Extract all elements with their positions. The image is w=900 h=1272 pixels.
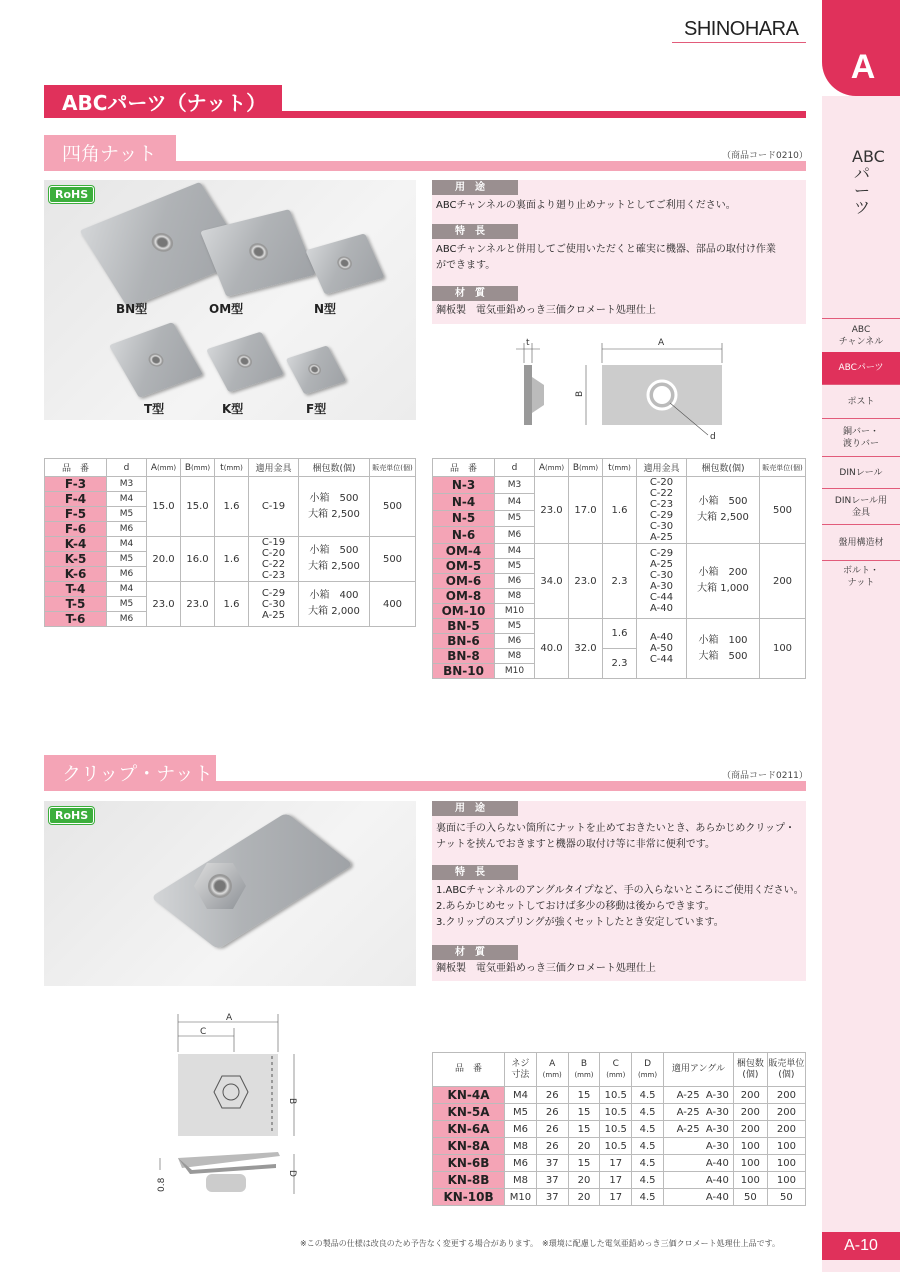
label-bn: BN型 [116,302,148,316]
dim-b: 23.0 [181,582,215,627]
dim-a: 26 [536,1087,568,1104]
fit-angle: A-25 A-30 [663,1087,733,1104]
product-code: （商品コード0210） [722,151,808,161]
table-row [433,477,806,494]
section-title: ABCパーツ（ナット） [62,91,267,115]
part-number: BN-5 [433,619,495,634]
header-d: d [495,459,535,477]
feature-heading: 特長 [432,224,518,239]
header-fit: 適用金具 [637,459,687,477]
header-sell: 販売単位(個) [760,459,806,477]
header-fit: 適用金具 [249,459,299,477]
thread-size: M6 [107,612,147,627]
thread-size: M6 [495,527,535,544]
table-row [433,1189,806,1206]
table-row [433,1104,806,1121]
thread-size: M4 [505,1087,537,1104]
dim-t: 1.6 [215,537,249,582]
footnote: ※この製品の仕様は改良のため予告なく変更する場合があります。 ※環境に配慮した電気亜鉛めっき三価クロメート処理仕上品です。 [300,1239,781,1248]
header-pack: 梱包数 (個) [733,1053,767,1087]
thread-size: M6 [495,634,535,649]
side-nav-item[interactable]: 銅バー・ 渡りバー [822,418,900,456]
sell-unit: 100 [767,1172,805,1189]
dim-b: B [287,1098,297,1105]
side-nav-item[interactable]: ABC チャンネル [822,318,900,352]
header-screw: ネジ 寸法 [505,1053,537,1087]
thread-size: M6 [505,1155,537,1172]
rohs-badge: RoHS [49,186,94,203]
dim-b: 20 [568,1189,600,1206]
thread-size: M4 [107,582,147,597]
header-d: D (mm) [632,1053,664,1087]
pack-qty: 小箱 500 大箱 2,500 [687,477,760,544]
thread-size: M6 [495,574,535,589]
fit-list: A-40 A-50 C-44 [637,619,687,679]
t-nut-image [109,322,203,398]
sell-unit: 200 [767,1104,805,1121]
part-number: N-3 [433,477,495,494]
dim-t: 2.3 [603,544,637,619]
side-nav-item[interactable]: ABCパーツ [822,352,900,384]
material-heading: 材質 [432,286,518,301]
dim-d: 4.5 [632,1155,664,1172]
header-sell: 販売単位 (個) [767,1053,805,1087]
clip-nut-table [432,1052,806,1206]
thread-size: M5 [505,1104,537,1121]
label-f: F型 [306,402,327,416]
side-vertical-title: ABCパーツ [852,147,885,217]
dim-a: 23.0 [535,477,569,544]
dim-a: 34.0 [535,544,569,619]
side-nav-item[interactable]: 盤用構造材 [822,524,900,560]
part-number: BN-6 [433,634,495,649]
dim-b: 20 [568,1138,600,1155]
table-row [433,1172,806,1189]
header-b: B(mm) [569,459,603,477]
label-om: OM型 [209,302,244,316]
part-number: N-4 [433,493,495,510]
header-sell: 販売単位(個) [370,459,416,477]
dim-a: 40.0 [535,619,569,679]
thread-size: M4 [107,492,147,507]
dim-b: 16.0 [181,537,215,582]
side-nav-item[interactable]: ボルト・ ナット [822,560,900,592]
thread-size: M8 [495,649,535,664]
thread-size: M6 [107,567,147,582]
part-number: KN-5A [433,1104,505,1121]
thread-size: M5 [495,559,535,574]
brand-logo: SHINOHARA [684,18,799,40]
part-number: N-5 [433,510,495,527]
brand-underline [672,42,806,43]
product-code: （商品コード0211） [722,771,808,781]
part-number: OM-10 [433,604,495,619]
pack-qty: 小箱 200 大箱 1,000 [687,544,760,619]
table-row [433,1121,806,1138]
dim-a: 15.0 [147,477,181,537]
part-number: KN-4A [433,1087,505,1104]
part-number: KN-8B [433,1172,505,1189]
header-c: C (mm) [600,1053,632,1087]
thread-size: M8 [505,1138,537,1155]
fit-angle: A-25 A-30 [663,1121,733,1138]
fit-angle: A-40 [663,1155,733,1172]
table-row [433,1087,806,1104]
dim-a: A [226,1013,233,1023]
pack-qty: 200 [733,1121,767,1138]
sell-unit: 100 [767,1138,805,1155]
part-number: OM-8 [433,589,495,604]
sell-unit: 200 [767,1087,805,1104]
dim-b: 15.0 [181,477,215,537]
label-t: T型 [144,402,165,416]
page-number: A-10 [822,1232,900,1260]
header-b: B (mm) [568,1053,600,1087]
table-row [45,477,416,492]
pack-qty: 200 [733,1087,767,1104]
part-number: F-6 [45,522,107,537]
thread-size: M10 [495,664,535,679]
product-photo [44,180,416,420]
spec-box [432,180,806,324]
dim-t: 0.8 [157,1177,167,1192]
dim-a: A [658,338,665,348]
header-t: t(mm) [215,459,249,477]
sell-unit: 500 [760,477,806,544]
label-n: N型 [314,302,337,316]
thread-size: M8 [505,1172,537,1189]
dim-a: 37 [536,1189,568,1206]
part-number: K-6 [45,567,107,582]
table-row [433,1138,806,1155]
dim-d: d [710,432,716,442]
table-row [45,582,416,597]
square-nut-table-1 [44,458,416,627]
thread-size: M3 [495,477,535,494]
fit-angle: A-25 A-30 [663,1104,733,1121]
usage-heading: 用途 [432,801,518,816]
dim-a: 37 [536,1172,568,1189]
sell-unit: 400 [370,582,416,627]
thread-size: M10 [495,604,535,619]
dim-b: 23.0 [569,544,603,619]
sell-unit: 200 [767,1121,805,1138]
dim-t: t [526,338,530,348]
dim-d: 4.5 [632,1172,664,1189]
usage-text: 裏面に手の入らない箇所にナットを止めておきたいとき、あらかじめクリップ・ ナットを挟んでおきますと機器の取付け等に非常に便利です。 [436,823,795,850]
fit-angle: A-40 [663,1172,733,1189]
dim-c: 10.5 [600,1121,632,1138]
thread-size: M6 [107,522,147,537]
dim-b: 20 [568,1172,600,1189]
dim-b: 15 [568,1155,600,1172]
table-header-row [433,1053,806,1087]
dim-c: 17 [600,1155,632,1172]
thread-size: M5 [107,597,147,612]
header-part-no: 品 番 [433,459,495,477]
clip-image [151,812,354,949]
material-text: 鋼板製 電気亜鉛めっき三価クロメート処理仕上 [436,963,656,974]
dim-a: 37 [536,1155,568,1172]
dim-a: 26 [536,1138,568,1155]
sell-unit: 100 [767,1155,805,1172]
table-row [433,619,806,634]
thread-size: M4 [107,537,147,552]
rohs-badge: RoHS [49,807,94,824]
pack-qty: 小箱 500 大箱 2,500 [299,477,370,537]
dim-a: 23.0 [147,582,181,627]
square-nut-table-2 [432,458,806,679]
pack-qty: 200 [733,1104,767,1121]
dim-b: 15 [568,1087,600,1104]
part-number: KN-8A [433,1138,505,1155]
square-nut-diagram [510,335,750,445]
sell-unit: 500 [370,477,416,537]
table-row [433,544,806,559]
header-fit: 適用アングル [663,1053,733,1087]
dim-b: 17.0 [569,477,603,544]
dim-d: 4.5 [632,1087,664,1104]
clip-spec-box [432,801,806,981]
dim-c: 10.5 [600,1087,632,1104]
dim-b: B [575,390,585,397]
dim-t: 1.6 [215,582,249,627]
dim-t: 1.6 [215,477,249,537]
thread-size: M10 [505,1189,537,1206]
dim-d: 4.5 [632,1121,664,1138]
thread-size: M5 [495,510,535,527]
dim-a: 20.0 [147,537,181,582]
part-number: KN-6A [433,1121,505,1138]
part-number: KN-6B [433,1155,505,1172]
fit-list: C-29 A-25 C-30 A-30 C-44 A-40 [637,544,687,619]
usage-heading: 用途 [432,180,518,195]
side-strip [822,96,900,1272]
material-heading: 材質 [432,945,518,960]
header-a: A(mm) [147,459,181,477]
pack-qty: 100 [733,1155,767,1172]
dim-d: 4.5 [632,1189,664,1206]
fit-list: C-19 C-20 C-22 C-23 [249,537,299,582]
fit-list: C-19 [249,477,299,537]
dim-a: 26 [536,1121,568,1138]
dim-b: 15 [568,1121,600,1138]
material-text: 鋼板製 電気亜鉛めっき三価クロメート処理仕上 [436,305,656,316]
part-number: N-6 [433,527,495,544]
header-part-no: 品 番 [45,459,107,477]
usage-text: ABCチャンネルの裏面より廻り止めナットとしてご利用ください。 [436,200,736,211]
dim-c: 10.5 [600,1104,632,1121]
pack-qty: 100 [733,1172,767,1189]
part-number: F-4 [45,492,107,507]
dim-b: 15 [568,1104,600,1121]
label-k: K型 [222,402,244,416]
fit-list: C-20 C-22 C-23 C-29 C-30 A-25 [637,477,687,544]
dim-t: 1.6 [603,477,637,544]
sell-unit: 100 [760,619,806,679]
thread-size: M5 [107,552,147,567]
table-row [45,537,416,552]
feature-text: 1.ABCチャンネルのアングルタイプなど、手の入らないところにご使用ください。 2.あらかじめセットしておけば多少の移動は後からできます。 3.クリップのスプリングが強くセットしたとき安定しています。 [436,885,804,928]
part-number: F-5 [45,507,107,522]
dim-d: D [287,1170,297,1177]
header-a: A (mm) [536,1053,568,1087]
dim-t: 1.6 [603,619,637,649]
part-number: K-5 [45,552,107,567]
part-number: T-4 [45,582,107,597]
pack-qty: 100 [733,1138,767,1155]
thread-size: M4 [495,493,535,510]
n-nut-image [305,233,384,294]
part-number: F-3 [45,477,107,492]
fit-angle: A-30 [663,1138,733,1155]
feature-text: ABCチャンネルと併用してご使用いただくと確実に機器、部品の取付け作業 ができます。 [436,244,776,271]
k-nut-image [206,332,284,393]
header-part-no: 品 番 [433,1053,505,1087]
pack-qty: 小箱 100 大箱 500 [687,619,760,679]
subsection-title: クリップ・ナット [62,763,213,785]
dim-t: 2.3 [603,649,637,679]
part-number: T-6 [45,612,107,627]
dim-c: 17 [600,1172,632,1189]
side-letter: A [850,48,876,86]
dim-c: 17 [600,1189,632,1206]
part-number: OM-6 [433,574,495,589]
side-nav-item[interactable]: DINレール [822,456,900,488]
clip-nut-diagram [150,1008,310,1198]
header-t: t(mm) [603,459,637,477]
dim-d: 4.5 [632,1104,664,1121]
header-pack: 梱包数(個) [299,459,370,477]
header-b: B(mm) [181,459,215,477]
pack-qty: 小箱 500 大箱 2,500 [299,537,370,582]
side-nav-item[interactable]: ポスト [822,384,900,418]
part-number: BN-10 [433,664,495,679]
part-number: OM-4 [433,544,495,559]
clip-nut-photo [44,801,416,986]
fit-list: C-29 C-30 A-25 [249,582,299,627]
header-pack: 梱包数(個) [687,459,760,477]
feature-heading: 特長 [432,865,518,880]
table-row [433,1155,806,1172]
thread-size: M3 [107,477,147,492]
header-a: A(mm) [535,459,569,477]
part-number: BN-8 [433,649,495,664]
part-number: K-4 [45,537,107,552]
f-nut-image [286,345,347,394]
table-header-row [45,459,416,477]
dim-c: C [200,1027,207,1037]
side-nav-item[interactable]: DINレール用 金具 [822,488,900,524]
fit-angle: A-40 [663,1189,733,1206]
dim-b: 32.0 [569,619,603,679]
thread-size: M5 [107,507,147,522]
sell-unit: 500 [370,537,416,582]
pack-qty: 50 [733,1189,767,1206]
part-number: OM-5 [433,559,495,574]
part-number: KN-10B [433,1189,505,1206]
dim-d: 4.5 [632,1138,664,1155]
pack-qty: 小箱 400 大箱 2,000 [299,582,370,627]
sell-unit: 200 [760,544,806,619]
thread-size: M4 [495,544,535,559]
dim-a: 26 [536,1104,568,1121]
thread-size: M6 [505,1121,537,1138]
subsection-title: 四角ナット [62,143,157,165]
thread-size: M5 [495,619,535,634]
header-d: d [107,459,147,477]
sell-unit: 50 [767,1189,805,1206]
thread-size: M8 [495,589,535,604]
table-header-row [433,459,806,477]
part-number: T-5 [45,597,107,612]
dim-c: 10.5 [600,1138,632,1155]
